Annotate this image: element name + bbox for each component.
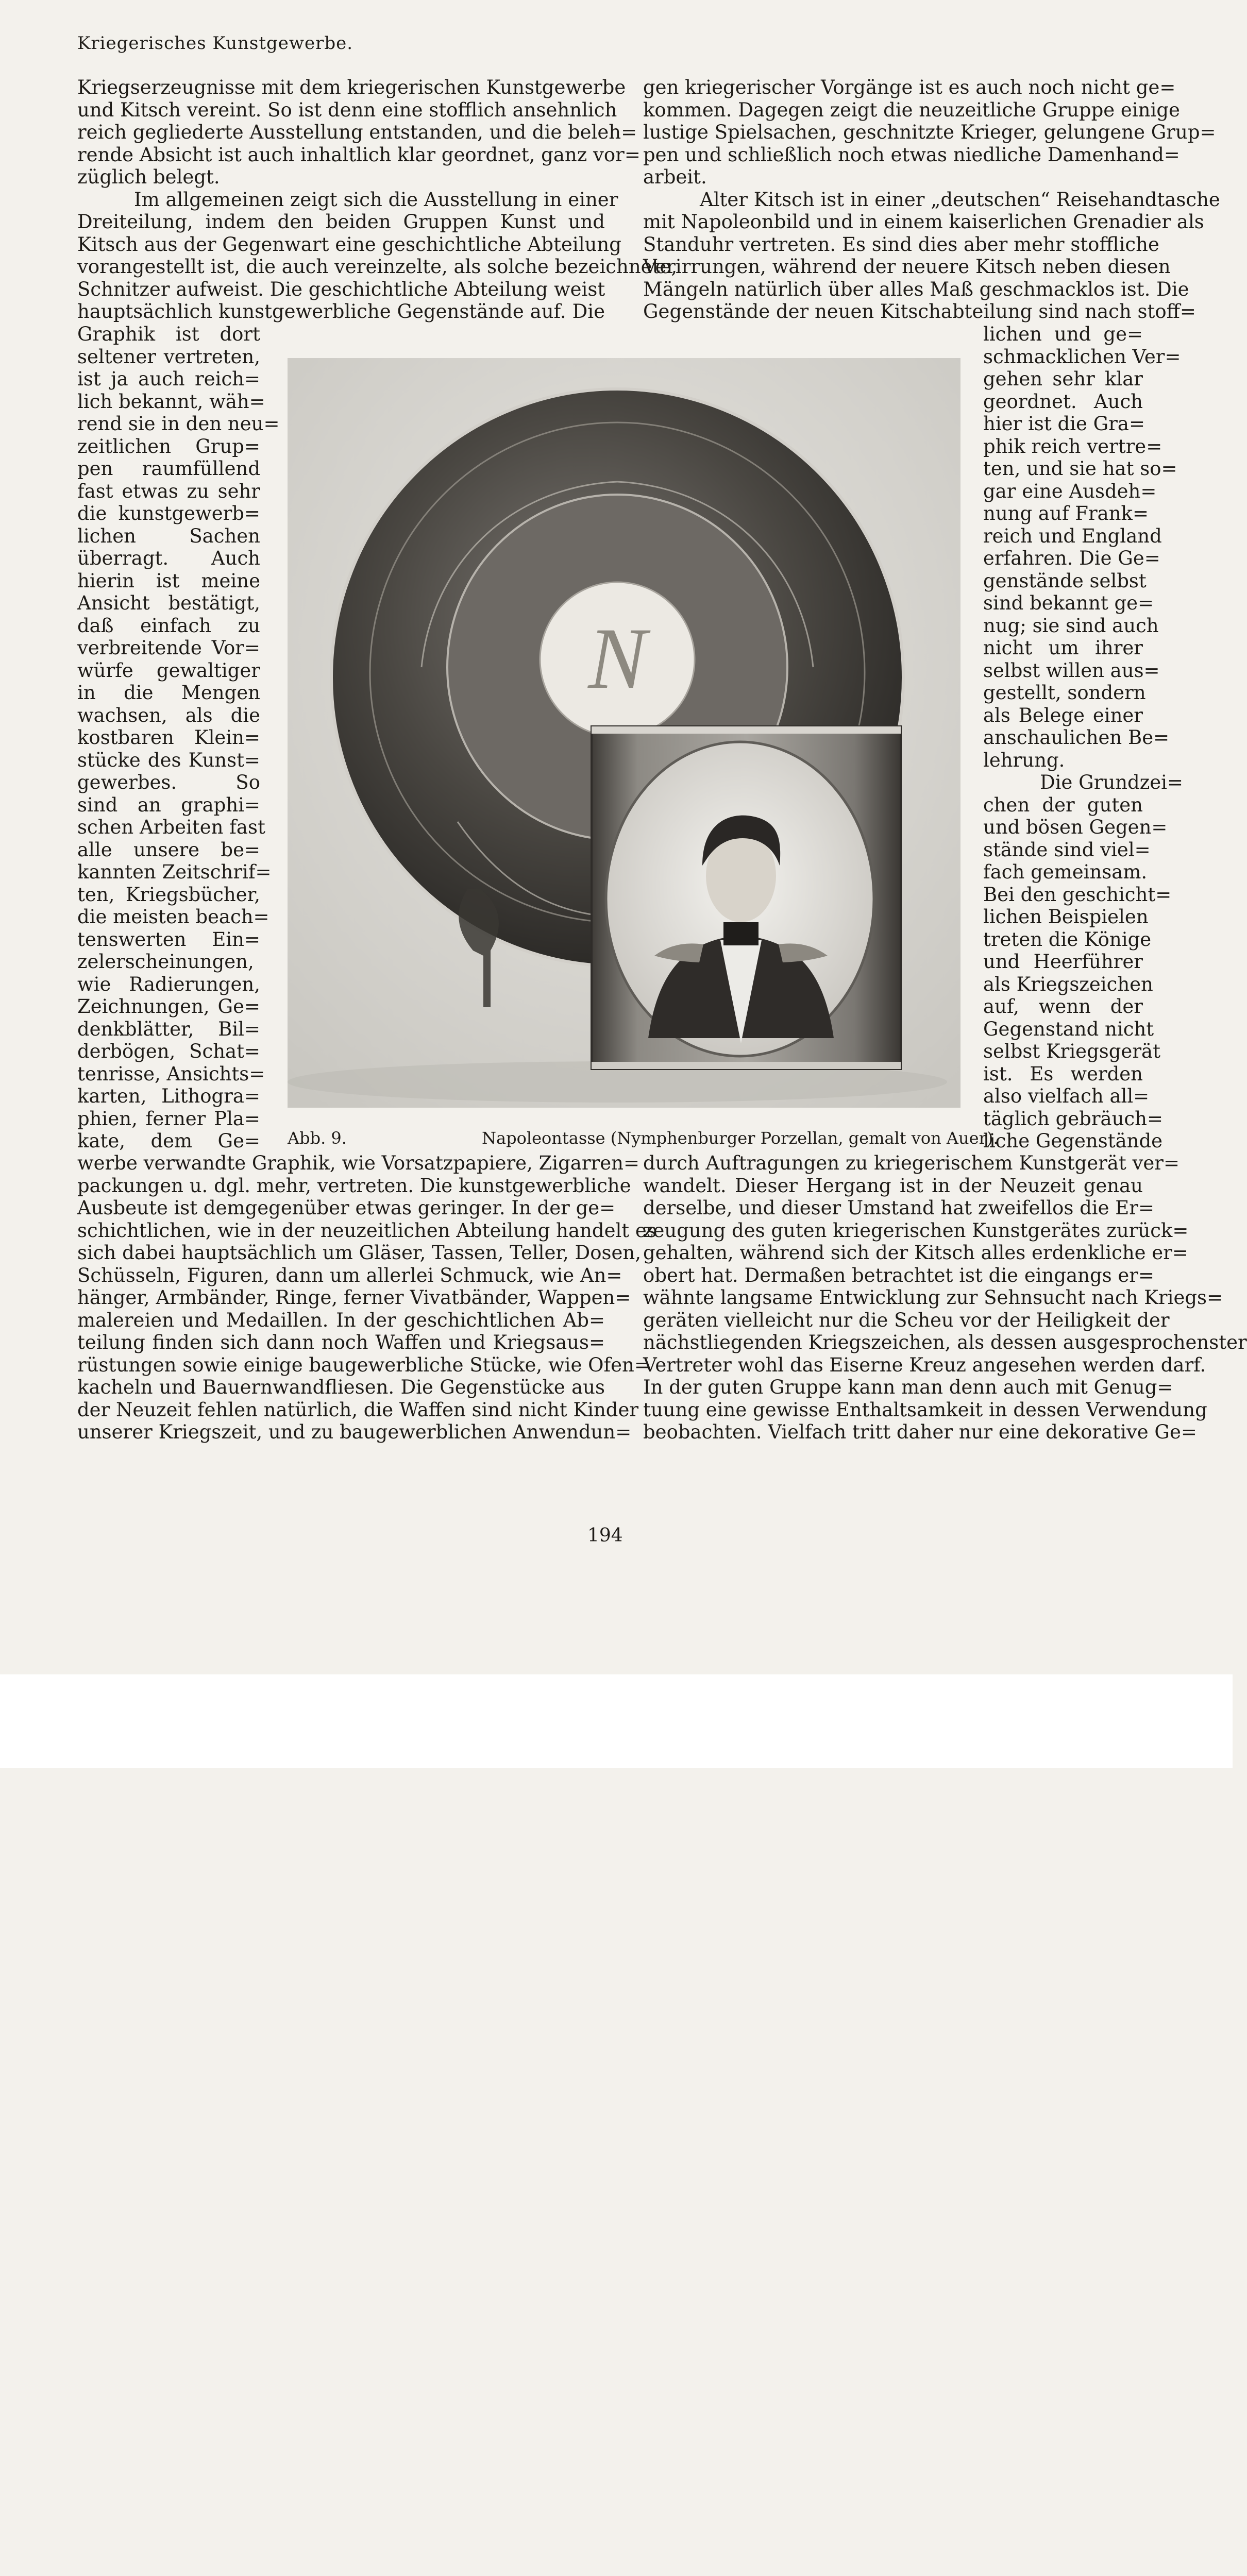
text-line: nung auf Frank= bbox=[983, 502, 1149, 524]
text-line: kacheln und Bauernwandfliesen. Die Gegenstücke aus bbox=[77, 1376, 605, 1398]
text-line: tenrisse, Ansichts= bbox=[77, 1062, 265, 1085]
text-line: durch Auftragungen zu kriegerischem Kunstgerät ver= bbox=[643, 1152, 1179, 1174]
figure-label: Abb. 9. bbox=[288, 1128, 347, 1148]
text-line: wandelt. Dieser Hergang ist in der Neuzeit genau bbox=[643, 1174, 1143, 1197]
text-line: chen der guten bbox=[983, 793, 1143, 816]
text-line: In der guten Gruppe kann man denn auch mit Genug= bbox=[643, 1376, 1173, 1398]
text-line: alle unsere be= bbox=[77, 838, 260, 861]
text-line: obert hat. Dermaßen betrachtet ist die eingangs er= bbox=[643, 1264, 1154, 1286]
text-line: hierin ist meine bbox=[77, 569, 260, 592]
text-line: sich dabei hauptsächlich um Gläser, Tassen, Teller, Dosen, bbox=[77, 1242, 641, 1264]
text-line: also vielfach all= bbox=[983, 1085, 1150, 1107]
text-line: tenswerten Ein= bbox=[77, 928, 260, 951]
text-line: derselbe, und dieser Umstand hat zweifellos die Er= bbox=[643, 1197, 1154, 1219]
text-line: phik reich vertre= bbox=[983, 435, 1162, 457]
text-line: gestellt, sondern bbox=[983, 682, 1146, 704]
text-line: daß einfach zu bbox=[77, 614, 260, 637]
text-line: geordnet. Auch bbox=[983, 390, 1143, 413]
text-line: gar eine Ausdeh= bbox=[983, 480, 1157, 502]
text-line: beobachten. Vielfach tritt daher nur eine dekorative Ge= bbox=[643, 1421, 1197, 1443]
text-line: Mängeln natürlich über alles Maß geschmacklos ist. Die bbox=[643, 278, 1189, 300]
text-line: packungen u. dgl. mehr, vertreten. Die kunstgewerbliche bbox=[77, 1174, 631, 1197]
figure-caption: Napoleontasse (Nymphenburger Porzellan, gemalt von Auer). bbox=[482, 1128, 999, 1148]
text-line: gen kriegerischer Vorgänge ist es auch noch nicht ge= bbox=[643, 76, 1176, 98]
text-line: Alter Kitsch ist in einer „deutschen“ Reisehandtasche bbox=[700, 188, 1220, 211]
text-line: Die Grundzei= bbox=[1040, 771, 1183, 793]
text-line: werbe verwandte Graphik, wie Vorsatzpapiere, Zigarren= bbox=[77, 1152, 639, 1174]
text-line: unserer Kriegszeit, und zu baugewerblichen Anwendun= bbox=[77, 1421, 632, 1443]
right-column-narrow bbox=[983, 323, 1183, 1153]
text-line: selbst willen aus= bbox=[983, 659, 1160, 682]
text-line: pen raumfüllend bbox=[77, 457, 260, 480]
text-line: lichen Beispielen bbox=[983, 906, 1149, 928]
text-line: gewerbes. So bbox=[77, 771, 260, 793]
text-line: vorangestellt ist, die auch vereinzelte, als solche bezeichnete, bbox=[77, 256, 678, 278]
text-line: ist. Es werden bbox=[983, 1062, 1143, 1085]
text-line: ten, Kriegsbücher, bbox=[77, 883, 260, 906]
text-line: Ausbeute ist demgegenüber etwas geringer. In der ge= bbox=[77, 1197, 616, 1219]
text-line: Gegenstände der neuen Kitschabteilung sind nach stoff= bbox=[643, 300, 1196, 323]
text-line: und bösen Gegen= bbox=[983, 816, 1168, 838]
text-line: zeugung des guten kriegerischen Kunstgerätes zurück= bbox=[643, 1219, 1189, 1242]
text-line: lichen und ge= bbox=[983, 323, 1143, 345]
text-line: pen und schließlich noch etwas niedliche Damenhand= bbox=[643, 143, 1180, 166]
text-line: kate, dem Ge= bbox=[77, 1130, 260, 1152]
text-line: kannten Zeitschrif= bbox=[77, 861, 272, 883]
text-line: Kitsch aus der Gegenwart eine geschichtliche Abteilung bbox=[77, 233, 621, 256]
text-line: Kriegserzeugnisse mit dem kriegerischen Kunstgewerbe bbox=[77, 76, 626, 98]
text-line: würfe gewaltiger bbox=[77, 659, 260, 682]
text-line: hänger, Armbänder, Ringe, ferner Vivatbänder, Wappen= bbox=[77, 1286, 631, 1309]
text-line: denkblätter, Bil= bbox=[77, 1018, 260, 1040]
text-line: Schüsseln, Figuren, dann um allerlei Schmuck, wie An= bbox=[77, 1264, 622, 1286]
text-line: lich bekannt, wäh= bbox=[77, 390, 265, 413]
porcelain-cup-illustration bbox=[288, 358, 960, 1108]
text-line: nug; sie sind auch bbox=[983, 614, 1159, 637]
text-line: anschaulichen Be= bbox=[983, 726, 1170, 749]
text-line: wähnte langsame Entwicklung zur Sehnsucht nach Kriegs= bbox=[643, 1286, 1223, 1309]
text-line: karten, Lithogra= bbox=[77, 1085, 260, 1107]
text-line: reich gegliederte Ausstellung entstanden, und die beleh= bbox=[77, 121, 637, 143]
text-line: erfahren. Die Ge= bbox=[983, 547, 1160, 569]
text-line: teilung finden sich dann noch Waffen und Kriegsaus= bbox=[77, 1331, 605, 1353]
text-line: seltener vertreten, bbox=[77, 345, 260, 368]
running-head: Kriegerisches Kunstgewerbe. bbox=[77, 33, 353, 54]
page-number: 194 bbox=[587, 1525, 623, 1546]
text-line: arbeit. bbox=[643, 166, 707, 188]
text-line: nächstliegenden Kriegszeichen, als dessen ausgesprochenster bbox=[643, 1331, 1247, 1353]
text-line: täglich gebräuch= bbox=[983, 1107, 1163, 1130]
text-line: geräten vielleicht nur die Scheu vor der Heiligkeit der bbox=[643, 1309, 1170, 1331]
text-line: rende Absicht ist auch inhaltlich klar geordnet, ganz vor= bbox=[77, 143, 641, 166]
text-line: wachsen, als die bbox=[77, 704, 260, 726]
text-line: gehen sehr klar bbox=[983, 368, 1143, 390]
text-line: phien, ferner Pla= bbox=[77, 1107, 260, 1130]
text-line: in die Mengen bbox=[77, 682, 260, 704]
text-line: Im allgemeinen zeigt sich die Ausstellung in einer bbox=[134, 188, 618, 211]
text-line: zelerscheinungen, bbox=[77, 951, 254, 973]
text-line: schmacklichen Ver= bbox=[983, 345, 1181, 368]
text-line: sind bekannt ge= bbox=[983, 592, 1154, 614]
text-line: und Kitsch vereint. So ist denn eine stofflich ansehnlich bbox=[77, 98, 617, 121]
text-line: Ansicht bestätigt, bbox=[77, 592, 260, 614]
text-line: rüstungen sowie einige baugewerbliche Stücke, wie Ofen= bbox=[77, 1353, 650, 1376]
right-column-bottom bbox=[643, 1152, 1247, 1444]
text-line: lehrung. bbox=[983, 749, 1065, 771]
text-line: gehalten, während sich der Kitsch alles erdenkliche er= bbox=[643, 1242, 1188, 1264]
text-line: kommen. Dagegen zeigt die neuzeitliche Gruppe einige bbox=[643, 98, 1180, 121]
text-line: genstände selbst bbox=[983, 569, 1147, 592]
text-line: hier ist die Gra= bbox=[983, 413, 1145, 435]
text-line: malereien und Medaillen. In der geschichtlichen Ab= bbox=[77, 1309, 605, 1331]
text-line: reich und England bbox=[983, 524, 1162, 547]
text-line: Gegenstand nicht bbox=[983, 1018, 1154, 1040]
text-line: treten die Könige bbox=[983, 928, 1152, 951]
text-line: Dreiteilung, indem den beiden Gruppen Kunst und bbox=[77, 211, 605, 233]
text-line: züglich belegt. bbox=[77, 166, 220, 188]
figure-napoleon-cup bbox=[288, 358, 960, 1108]
text-line: mit Napoleonbild und in einem kaiserlichen Grenadier als bbox=[643, 211, 1204, 233]
text-line: als Belege einer bbox=[983, 704, 1143, 726]
text-line: Standuhr vertreten. Es sind dies aber mehr stoffliche bbox=[643, 233, 1159, 256]
text-line: der Neuzeit fehlen natürlich, die Waffen sind nicht Kinder bbox=[77, 1398, 639, 1421]
text-line: fach gemeinsam. bbox=[983, 861, 1148, 883]
text-line: hauptsächlich kunstgewerbliche Gegenstände auf. Die bbox=[77, 300, 605, 323]
text-line: überragt. Auch bbox=[77, 547, 260, 569]
text-line: derbögen, Schat= bbox=[77, 1040, 260, 1062]
text-line: Zeichnungen, Ge= bbox=[77, 995, 260, 1018]
text-line: die meisten beach= bbox=[77, 906, 269, 928]
text-line: und Heerführer bbox=[983, 951, 1143, 973]
text-line: rend sie in den neu= bbox=[77, 413, 280, 435]
text-line: verbreitende Vor= bbox=[77, 637, 260, 659]
text-line: fast etwas zu sehr bbox=[77, 480, 260, 502]
text-line: zeitlichen Grup= bbox=[77, 435, 260, 457]
right-column-top bbox=[643, 76, 1220, 323]
text-line: kostbaren Klein= bbox=[77, 726, 260, 749]
text-line: Schnitzer aufweist. Die geschichtliche Abteilung weist bbox=[77, 278, 605, 300]
text-line: selbst Kriegsgerät bbox=[983, 1040, 1160, 1062]
text-line: nicht um ihrer bbox=[983, 637, 1143, 659]
text-line: sind an graphi= bbox=[77, 793, 260, 816]
text-line: ten, und sie hat so= bbox=[983, 457, 1177, 480]
text-line: Bei den geschicht= bbox=[983, 883, 1172, 906]
text-line: schichtlichen, wie in der neuzeitlichen Abteilung handelt es bbox=[77, 1219, 656, 1242]
left-column-narrow bbox=[77, 323, 280, 1153]
text-line: tuung eine gewisse Enthaltsamkeit in dessen Verwendung bbox=[643, 1398, 1207, 1421]
left-column-bottom bbox=[77, 1152, 656, 1444]
text-line: lustige Spielsachen, geschnitzte Krieger, gelungene Grup= bbox=[643, 121, 1216, 143]
text-line: wie Radierungen, bbox=[77, 973, 260, 995]
text-line: stücke des Kunst= bbox=[77, 749, 260, 771]
text-line: Vertreter wohl das Eiserne Kreuz angesehen werden darf. bbox=[643, 1353, 1206, 1376]
text-line: als Kriegszeichen bbox=[983, 973, 1153, 995]
text-line: schen Arbeiten fast bbox=[77, 816, 265, 838]
text-line: liche Gegenstände bbox=[983, 1130, 1163, 1152]
text-line: stände sind viel= bbox=[983, 838, 1151, 861]
text-line: Verirrungen, während der neuere Kitsch neben diesen bbox=[643, 256, 1171, 278]
text-line: auf, wenn der bbox=[983, 995, 1143, 1018]
text-line: die kunstgewerb= bbox=[77, 502, 260, 524]
library-footer bbox=[0, 1674, 1233, 1768]
saucer-monogram: N bbox=[588, 610, 647, 707]
text-line: ist ja auch reich= bbox=[77, 368, 260, 390]
text-line: lichen Sachen bbox=[77, 524, 260, 547]
text-line: Graphik ist dort bbox=[77, 323, 260, 345]
